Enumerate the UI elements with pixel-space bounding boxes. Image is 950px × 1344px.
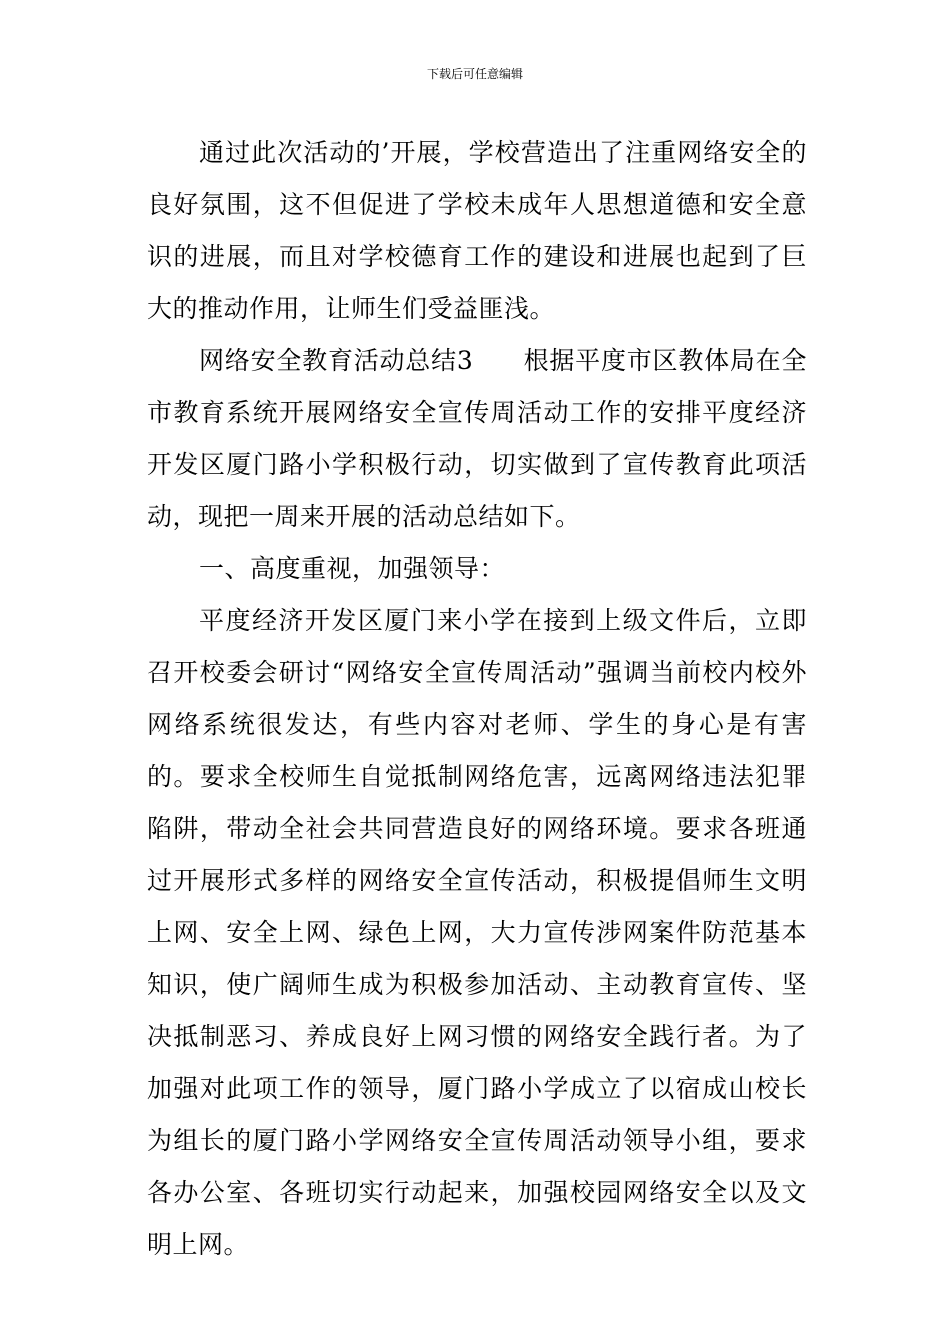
section-title: 网络安全教育活动总结3 bbox=[199, 346, 474, 375]
paragraph-1: 通过此次活动的’开展，学校营造出了注重网络安全的良好氛围，这不但促进了学校未成年人思想道德和安全意识的进展，而且对学校德育工作的建设和进展也起到了巨大的推动作用，让师生们受益匪浅。 bbox=[147, 138, 807, 323]
page-header-note: 下载后可任意编辑 bbox=[426, 67, 523, 81]
paragraph-2-text: 根据平度市区教体局在全市教育系统开展网络安全宣传周活动工作的安排平度经济开发区厦门路小学积极行动，切实做到了宣传教育此项活动，现把一周来开展的活动总结如下。 bbox=[147, 346, 807, 531]
paragraph-2 bbox=[147, 335, 807, 543]
document-body bbox=[147, 127, 807, 1271]
section-heading-1: 一、高度重视，加强领导： bbox=[199, 554, 506, 583]
paragraph-4: 平度经济开发区厦门来小学在接到上级文件后，立即召开校委会研讨“网络安全宣传周活动”强调当前校内校外网络系统很发达，有些内容对老师、学生的身心是有害的。要求全校师生自觉抵制网络危害，远离网络违法犯罪陷阱，带动全社会共同营造良好的网络环境。要求各班通过开展形式多样的网络安全宣传活动，积极提倡师生文明上网、安全上网、绿色上网，大力宣传涉网案件防范基本知识，使广阔师生成为积极参加活动、主动教育宣传、坚决抵制恶习、养成良好上网习惯的网络安全践行者。为了加强对此项工作的领导，厦门路小学成立了以宿成山校长为组长的厦门路小学网络安全宣传周活动领导小组，要求各办公室、各班切实行动起来，加强校园网络安全以及文明上网。 bbox=[147, 606, 807, 1259]
